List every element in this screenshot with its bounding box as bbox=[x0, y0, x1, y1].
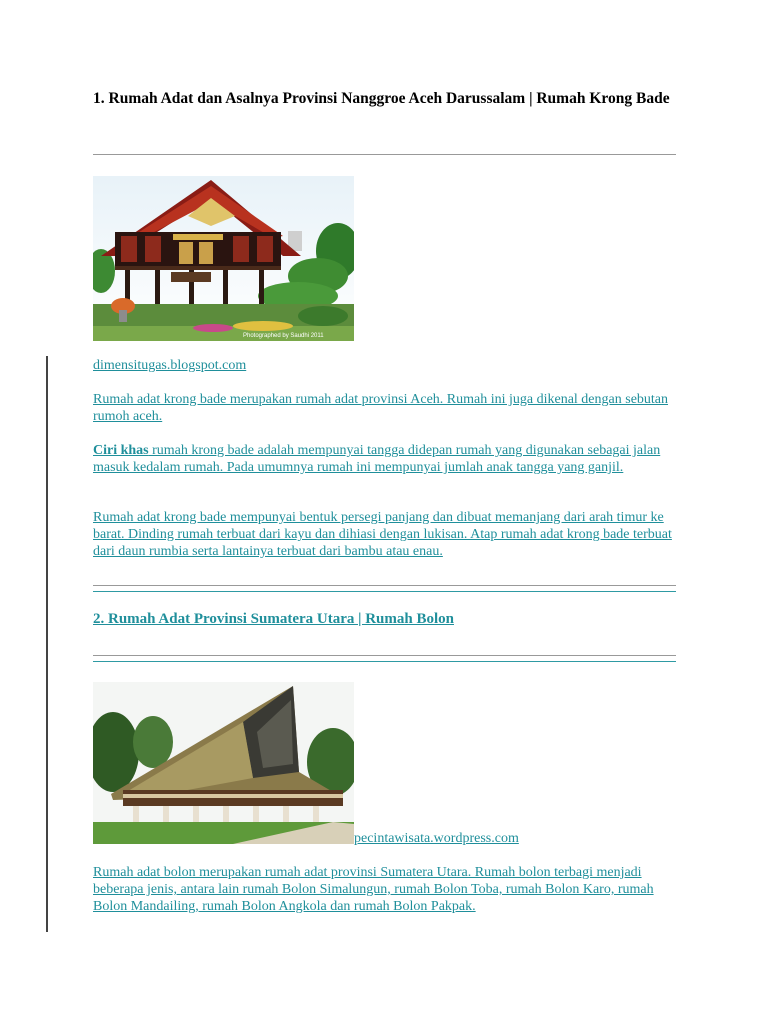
source-link-2[interactable]: pecintawisata.wordpress.com bbox=[354, 831, 519, 846]
ciri-khas-bold: Ciri khas bbox=[93, 443, 149, 458]
divider bbox=[93, 591, 676, 592]
source-link-1[interactable]: dimensitugas.blogspot.com bbox=[93, 358, 247, 373]
rumah-krong-bade-illustration bbox=[93, 176, 354, 341]
rumah-bolon-photo bbox=[93, 682, 354, 844]
rumah-krong-bade-photo bbox=[93, 176, 354, 341]
margin-bar bbox=[46, 356, 48, 932]
section1-paragraph-2[interactable] bbox=[93, 442, 678, 476]
section1-paragraph-3[interactable]: Rumah adat krong bade mempunyai bentuk persegi panjang dan dibuat memanjang dari arah timur ke barat. Dinding rumah terbuat dari kayu dan dihiasi dengan lukisan. Atap rumah adat krong bade terbuat dari daun rumbia serta lantainya terbuat dari bambu atau enau. bbox=[93, 510, 672, 559]
section1-paragraph-1[interactable]: Rumah adat krong bade merupakan rumah adat provinsi Aceh. Rumah ini juga dikenal dengan sebutan rumoh aceh. bbox=[93, 392, 669, 424]
rumah-bolon-illustration bbox=[93, 682, 354, 844]
section1-heading: 1. Rumah Adat dan Asalnya Provinsi Nanggroe Aceh Darussalam | Rumah Krong Bade bbox=[93, 90, 670, 107]
section2-paragraph-1[interactable]: Rumah adat bolon merupakan rumah adat provinsi Sumatera Utara. Rumah bolon terbagi menjadi beberapa jenis, antara lain rumah Bolon Simalungun, rumah Bolon Toba, rumah Bolon Karo, rumah Bolon Mandailing, rumah Bolon Angkola dan rumah Bolon Pakpak. bbox=[93, 865, 654, 914]
photo-watermark: Photographed by Saudhi 2011 bbox=[243, 333, 324, 339]
divider bbox=[93, 585, 676, 586]
divider bbox=[93, 154, 676, 155]
divider bbox=[93, 655, 676, 656]
divider bbox=[93, 661, 676, 662]
section2-heading[interactable]: 2. Rumah Adat Provinsi Sumatera Utara | Rumah Bolon bbox=[93, 611, 454, 627]
section1-paragraph-2-text: rumah krong bade adalah mempunyai tangga didepan rumah yang digunakan sebagai jalan masuk kedalam rumah. Pada umumnya rumah ini mempunyai jumlah anak tangga yang ganjil. bbox=[93, 443, 661, 475]
